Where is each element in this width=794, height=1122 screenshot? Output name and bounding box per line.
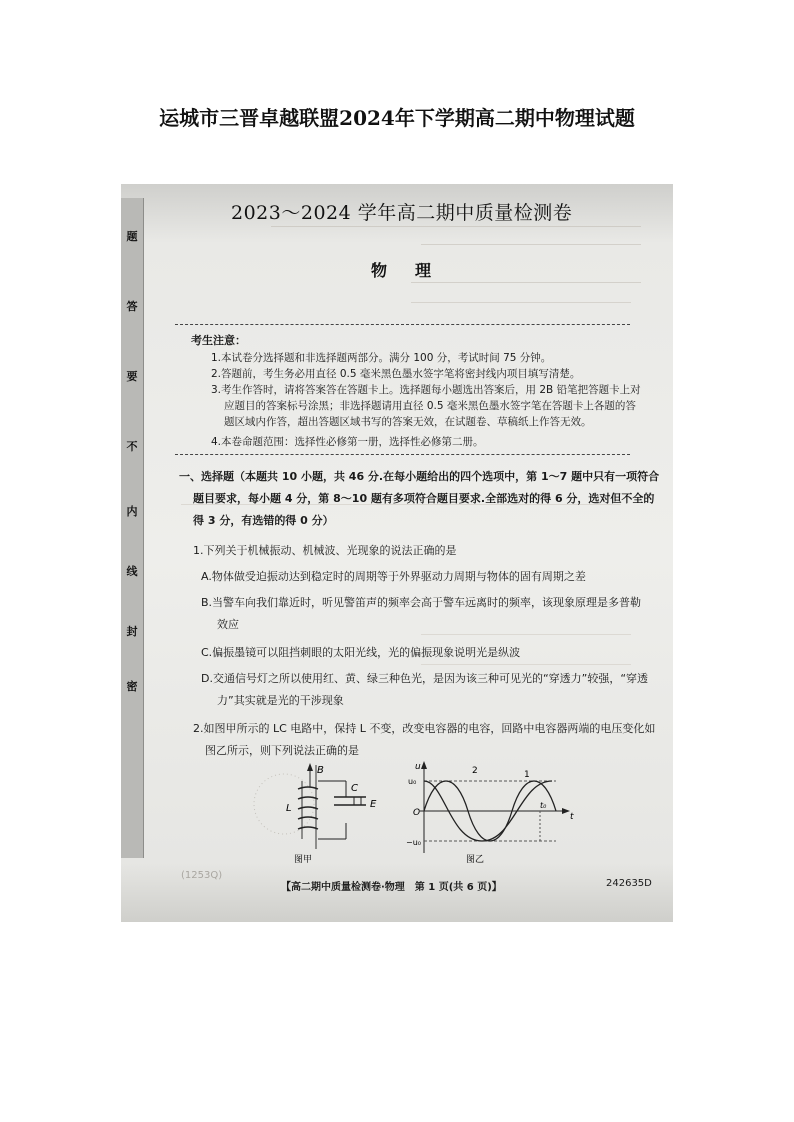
subject-title: 物理 [371,261,460,280]
notes-bottom-border [175,454,630,455]
question-2-stem: 2.如图甲所示的 LC 电路中，保持 L 不变，改变电容器的电容，回路中电容器两端的电压变化如 [193,722,656,735]
question-1-option-a: A.物体做受迫振动达到稳定时的周期等于外界驱动力周期与物体的固有周期之差 [201,570,586,583]
note-line: 2.答题前，考生务必用直径 0.5 毫米黑色墨水签字笔将密封线内项目填写清楚。 [211,368,581,380]
exam-paper-photo [121,184,673,922]
figure-jia-lc-circuit [246,759,386,869]
figure-yi-caption: 图乙 [466,855,485,865]
section-heading: 题目要求，每小题 4 分，第 8～10 题有多项符合题目要求.全部选对的得 6 分，选对但不全的 [193,492,655,505]
bleed-through-code: (1253Q) [181,870,223,881]
question-1-option-c: C.偏振墨镜可以阻挡刺眼的太阳光线，光的偏振现象说明光是纵波 [201,646,521,659]
figure-label-e: E [370,799,377,810]
exam-title: 2023～2024 学年高二期中质量检测卷 [231,202,573,224]
binding-strip [121,198,144,858]
binding-label: 封 [126,625,138,638]
figure-label-b: B [317,765,324,776]
axis-label-u0: u₀ [408,777,417,786]
binding-label: 线 [126,565,138,578]
notes-heading: 考生注意： [191,334,246,347]
note-line: 题区域内作答，超出答题区域书写的答案无效，在试题卷、草稿纸上作答无效。 [224,416,592,428]
question-1-option-b-cont: 效应 [217,618,239,631]
question-1-option-d: D.交通信号灯之所以使用红、黄、绿三种色光，是因为该三种可见光的“穿透力”较强，“穿透 [201,672,649,685]
figure-label-c: C [351,783,358,794]
figure-label-l: L [286,803,292,814]
axis-label-u: u [415,762,421,772]
note-line: 应题目的答案标号涂黑；非选择题请用直径 0.5 毫米黑色墨水签字笔在答题卡上各题的答 [224,400,636,412]
binding-label: 答 [126,300,138,313]
curve-label-2: 2 [472,766,478,776]
binding-label: 题 [126,230,138,243]
binding-label: 要 [126,370,138,383]
section-heading: 一、选择题（本题共 10 小题，共 46 分.在每小题给出的四个选项中，第 1～7 题中只有一项符合 [179,470,660,483]
question-1-option-d-cont: 力”其实就是光的干涉现象 [217,694,344,707]
axis-label-t: t [570,812,574,822]
question-1-option-b: B.当警车向我们靠近时，听见警笛声的频率会高于警车远离时的频率，该现象原理是多普勒 [201,596,642,609]
paper-code: 242635D [606,878,652,889]
question-1-stem: 1.下列关于机械振动、机械波、光现象的说法正确的是 [193,544,457,557]
binding-label: 不 [126,440,138,453]
notes-top-border [175,324,630,325]
note-line: 3.考生作答时，请将答案答在答题卡上。选择题每小题选出答案后，用 2B 铅笔把答题卡上对 [211,384,641,396]
section-heading: 得 3 分，有选错的得 0 分） [193,514,334,527]
binding-label: 内 [126,505,138,518]
question-2-stem-cont: 图乙所示，则下列说法正确的是 [205,744,359,757]
axis-label-t0: t₀ [540,801,547,810]
axis-label-origin: O [413,808,421,818]
binding-label: 密 [126,680,138,693]
note-line: 1.本试卷分选择题和非选择题两部分。满分 100 分，考试时间 75 分钟。 [211,352,552,364]
page-footer: 【高二期中质量检测卷·物理 第 1 页(共 6 页)】 [281,882,502,893]
figure-jia-caption: 图甲 [294,855,313,865]
figure-yi-voltage-graph [406,759,576,869]
curve-label-1: 1 [524,770,530,780]
document-title: 运城市三晋卓越联盟2024年下学期高二期中物理试题 [159,106,635,130]
axis-label-neg-u0: −u₀ [406,838,421,847]
note-line: 4.本卷命题范围：选择性必修第一册，选择性必修第二册。 [211,436,484,448]
